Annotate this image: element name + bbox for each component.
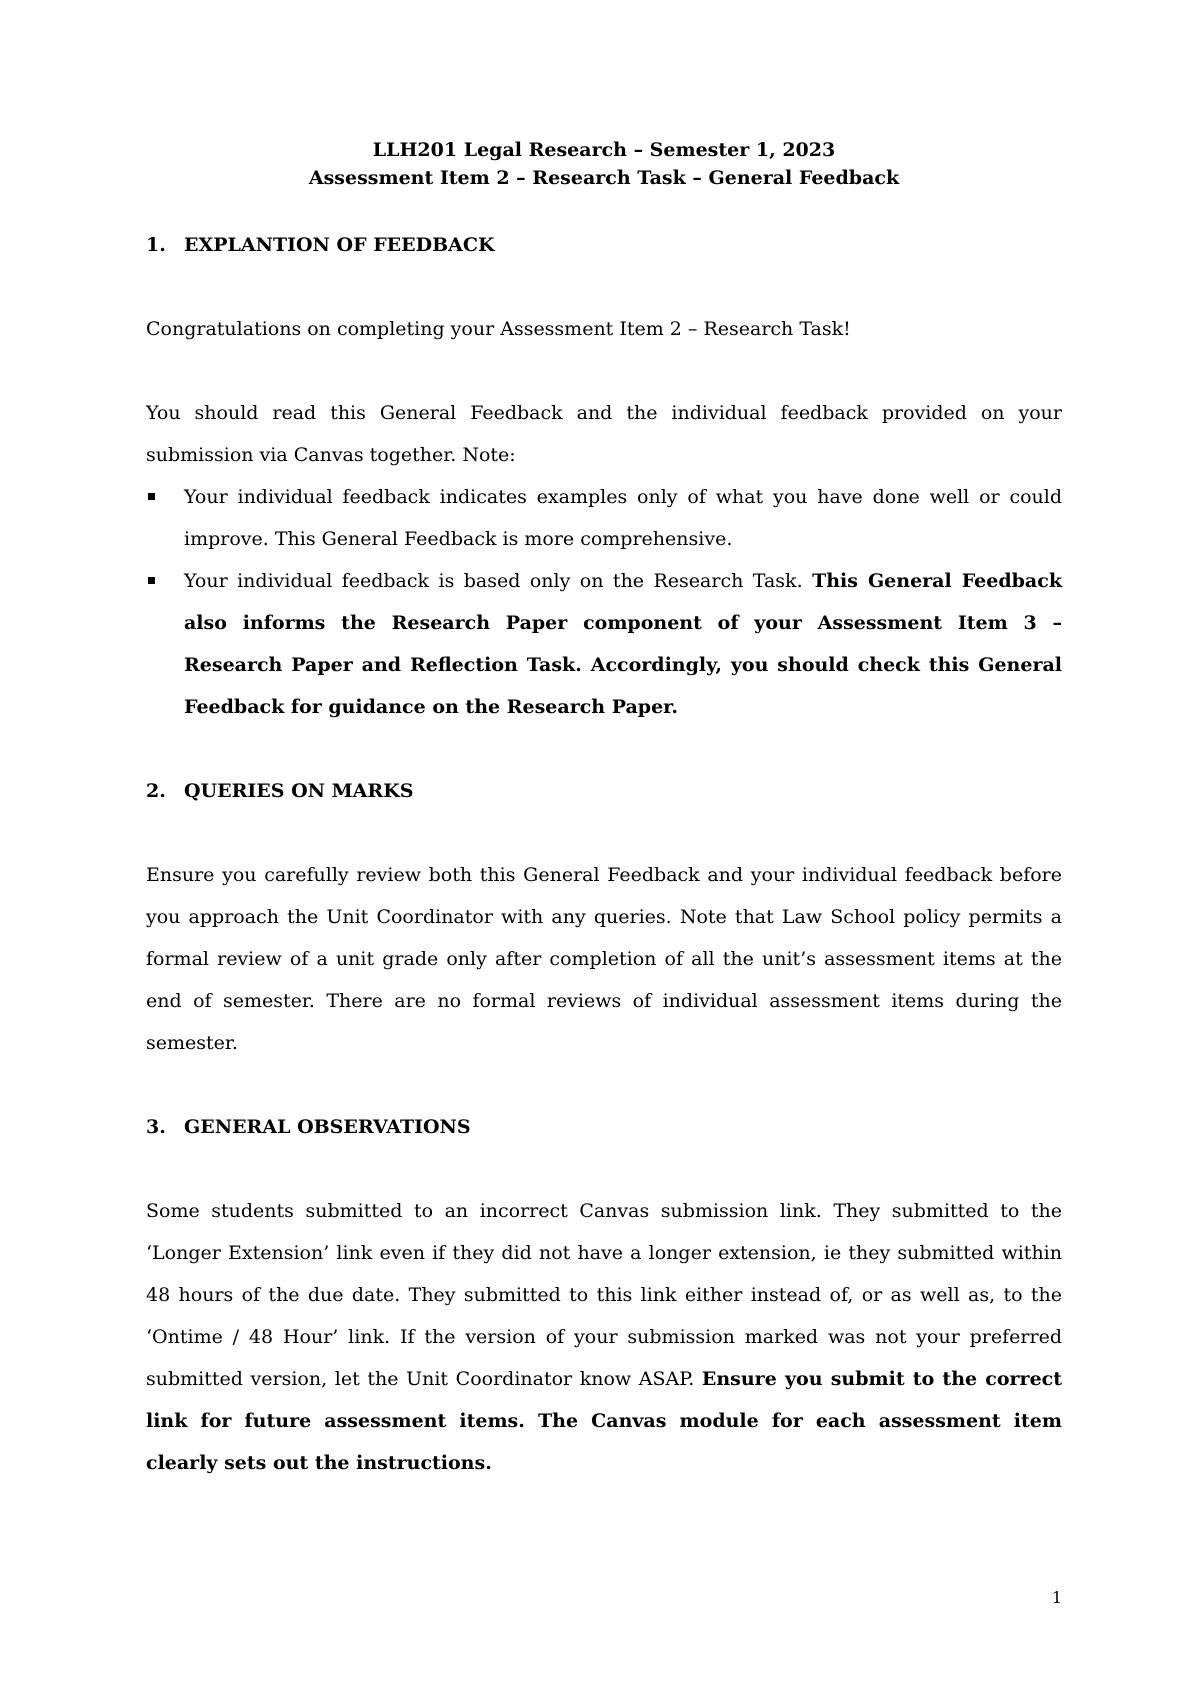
spacer bbox=[146, 350, 1062, 392]
document-title: LLH201 Legal Research – Semester 1, 2023 bbox=[372, 139, 836, 161]
section-1-number: 1. bbox=[146, 234, 166, 256]
spacer bbox=[146, 728, 1062, 770]
section-3-text: Some students submitted to an incorrect Canvas submission link. They submitted to the ‘Longer Extension’ link even if they did not have a longer extension, ie they submitted within 48 hours of the due date. They submitted to this link either instead of, or as well as, to the ‘Ontime / 48 Hour’ link. If the version of your submission marked was not your preferred submitted version, let the Unit Coordinator know ASAP. bbox=[146, 1200, 1062, 1390]
section-3-heading bbox=[146, 1106, 1062, 1148]
spacer bbox=[146, 1064, 1062, 1106]
section-2-title: QUERIES ON MARKS bbox=[184, 780, 414, 802]
section-1-bullet-list bbox=[146, 476, 1062, 728]
section-1-title: EXPLANTION OF FEEDBACK bbox=[184, 234, 495, 256]
list-item bbox=[146, 560, 1062, 728]
section-3-title: GENERAL OBSERVATIONS bbox=[184, 1116, 471, 1138]
bullet-1-text: Your individual feedback indicates examples only of what you have done well or could improve. This General Feedback is more comprehensive. bbox=[184, 486, 1062, 550]
section-2-heading bbox=[146, 770, 1062, 812]
page-number: 1 bbox=[1051, 1588, 1062, 1607]
spacer bbox=[146, 192, 1062, 224]
section-3-number: 3. bbox=[146, 1116, 166, 1138]
bullet-2-text: Your individual feedback is based only on the Research Task. bbox=[184, 570, 813, 592]
document-subtitle: Assessment Item 2 – Research Task – General Feedback bbox=[308, 167, 900, 189]
spacer bbox=[146, 812, 1062, 854]
bullet-2-bold-text: This General Feedback also informs the Research Paper component of your Assessment Item 3 – Research Paper and Reflection Task. Accordingly, you should check this General Feedback for guidance on the Research Paper. bbox=[184, 570, 1062, 718]
list-item bbox=[146, 476, 1062, 560]
section-1-heading bbox=[146, 224, 1062, 266]
section-1-intro: You should read this General Feedback and the individual feedback provided on your submission via Canvas together. Note: bbox=[146, 402, 1062, 466]
section-2-paragraph: Ensure you carefully review both this General Feedback and your individual feedback before you approach the Unit Coordinator with any queries. Note that Law School policy permits a formal review of a unit grade only after completion of all the unit’s assessment items at the end of semester. There are no formal reviews of individual assessment items during the semester. bbox=[146, 864, 1062, 1054]
document-body bbox=[146, 136, 1062, 1484]
square-bullet-icon bbox=[148, 577, 155, 584]
spacer bbox=[146, 1148, 1062, 1190]
square-bullet-icon bbox=[148, 493, 155, 500]
section-3-paragraph bbox=[146, 1190, 1062, 1484]
section-2-number: 2. bbox=[146, 780, 166, 802]
spacer bbox=[146, 266, 1062, 308]
section-3-bold-text: Ensure you submit to the correct link for future assessment items. The Canvas module for each assessment item clearly sets out the instructions. bbox=[146, 1368, 1063, 1474]
section-1-congratulations: Congratulations on completing your Assessment Item 2 – Research Task! bbox=[146, 318, 851, 340]
